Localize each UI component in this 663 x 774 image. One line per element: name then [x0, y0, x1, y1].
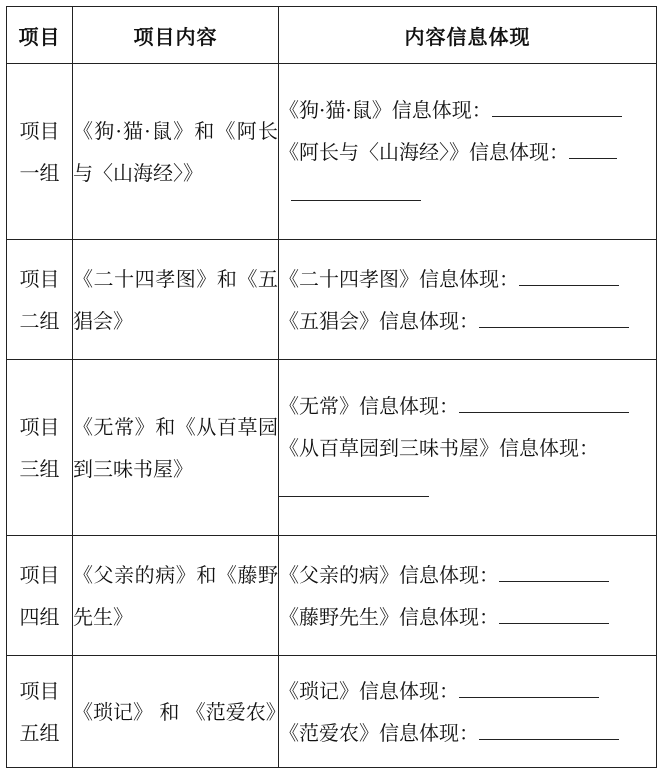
group-label: 项目 三组: [7, 360, 73, 536]
info-cell: [279, 64, 657, 240]
answer-blank[interactable]: [519, 284, 619, 286]
table-row: [7, 360, 657, 536]
info-cell: [279, 240, 657, 360]
info-line: 《范爱农》信息体现：: [279, 712, 656, 754]
info-line: 《狗·猫·鼠》信息体现：: [279, 89, 656, 131]
project-content: 《父亲的病》和《藤野先生》: [73, 536, 279, 656]
answer-blank[interactable]: [279, 495, 429, 497]
header-row: [7, 7, 657, 64]
answer-blank[interactable]: [459, 696, 599, 698]
table-row: [7, 656, 657, 768]
project-content: 《琐记》 和 《范爱农》: [73, 656, 279, 768]
info-cell: [279, 360, 657, 536]
answer-blank[interactable]: [569, 157, 617, 159]
info-line: 《琐记》信息体现：: [279, 670, 656, 712]
header-project-content: 项目内容: [73, 7, 279, 64]
group-label: 项目 二组: [7, 240, 73, 360]
answer-blank[interactable]: [499, 580, 609, 582]
project-content: 《狗·猫·鼠》和《阿长与〈山海经〉》: [73, 64, 279, 240]
project-content: 《无常》和《从百草园到三味书屋》: [73, 360, 279, 536]
group-label: 项目 五组: [7, 656, 73, 768]
answer-blank[interactable]: [291, 199, 421, 201]
table-row: [7, 536, 657, 656]
info-line: 《无常》信息体现：: [279, 385, 656, 427]
info-cell: [279, 536, 657, 656]
group-label: 项目 一组: [7, 64, 73, 240]
info-line: 《二十四孝图》信息体现：: [279, 258, 656, 300]
group-label: 项目 四组: [7, 536, 73, 656]
table-row: [7, 240, 657, 360]
answer-blank[interactable]: [499, 622, 609, 624]
project-table: [6, 6, 657, 768]
answer-blank[interactable]: [479, 326, 629, 328]
info-line: 《父亲的病》信息体现：: [279, 554, 656, 596]
answer-blank[interactable]: [492, 115, 622, 117]
project-content: 《二十四孝图》和《五猖会》: [73, 240, 279, 360]
answer-blank[interactable]: [479, 738, 619, 740]
header-info: 内容信息体现: [279, 7, 657, 64]
info-line: 《阿长与〈山海经〉》信息体现：: [279, 131, 656, 173]
info-line: 《五猖会》信息体现：: [279, 300, 656, 342]
info-line: 《从百草园到三味书屋》信息体现：: [279, 435, 599, 460]
info-line: [279, 469, 656, 511]
header-project: 项目: [7, 7, 73, 64]
table-row: [7, 64, 657, 240]
info-cell: [279, 656, 657, 768]
info-line: [279, 173, 656, 215]
answer-blank[interactable]: [459, 411, 629, 413]
info-line: 《藤野先生》信息体现：: [279, 596, 656, 638]
